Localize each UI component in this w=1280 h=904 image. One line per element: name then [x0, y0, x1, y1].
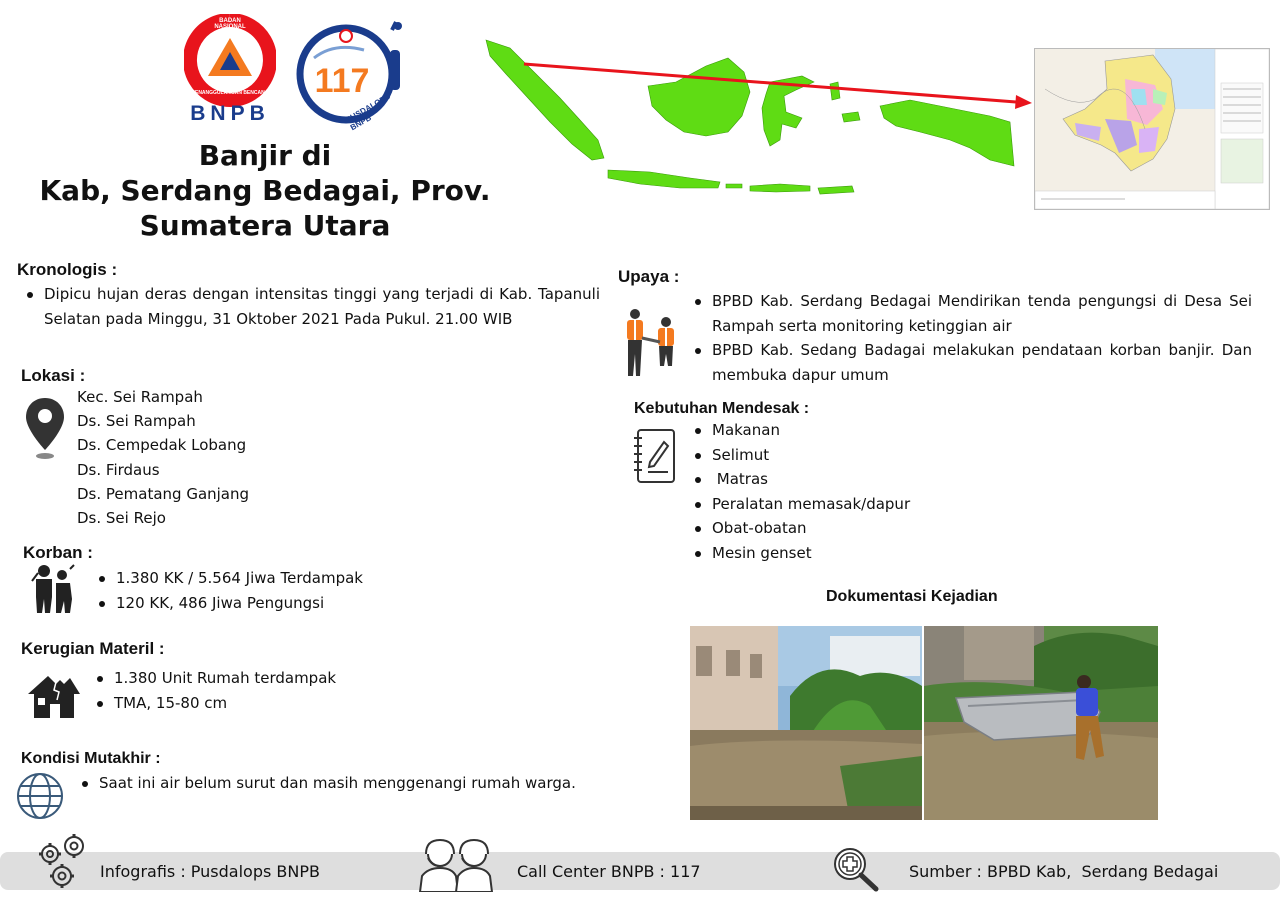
rescue-workers-icon [620, 308, 680, 380]
dokumentasi-heading: Dokumentasi Kejadian [826, 588, 998, 605]
kebutuhan-list [690, 418, 910, 565]
list-item: Selimut [690, 443, 910, 468]
list-item: Ds. Sei Rampah [77, 412, 196, 431]
kondisi-heading: Kondisi Mutakhir : [21, 750, 161, 767]
list-item: Obat-obatan [690, 516, 910, 541]
korban-list [94, 566, 363, 615]
list-item: 1.380 KK / 5.564 Jiwa Terdampak [94, 566, 363, 591]
kerugian-heading: Kerugian Materil : [21, 639, 165, 658]
kebutuhan-heading: Kebutuhan Mendesak : [634, 400, 810, 417]
magnifier-plus-icon [832, 846, 882, 892]
list-item: Ds. Firdaus [77, 460, 160, 479]
flood-photo-boat [924, 626, 1158, 820]
list-item: Dipicu hujan deras dengan intensitas tinggi yang terjadi di Kab. Tapanuli Selatan pada Minggu, 31 Oktober 2021 Pada Pukul. 21.00 WIB [22, 282, 600, 331]
list-item: 120 KK, 486 Jiwa Pengungsi [94, 591, 363, 616]
list-item: Ds. Cempedak Lobang [77, 436, 247, 455]
footer-sumber: Sumber : BPBD Kab, Serdang Bedagai [909, 862, 1219, 881]
pusdalops-logo [294, 20, 412, 133]
list-item: Makanan [690, 418, 910, 443]
korban-heading: Korban : [23, 543, 93, 562]
lokasi-heading: Lokasi : [21, 366, 86, 385]
footer-call-center: Call Center BNPB : 117 [517, 862, 701, 881]
regional-map [1034, 48, 1270, 210]
list-item: Saat ini air belum surut dan masih menggenangi rumah warga. [77, 771, 576, 796]
list-item: Mesin genset [690, 541, 910, 566]
damaged-house-icon [26, 672, 82, 720]
indonesia-map [480, 36, 1040, 206]
list-item: Peralatan memasak/dapur [690, 492, 910, 517]
call-center-operators-icon [418, 836, 496, 892]
list-item: Kec. Sei Rampah [77, 388, 203, 406]
pusdalops-text: PUSDALOPS BNPB [344, 91, 392, 133]
title-line-3: Sumatera Utara [139, 209, 391, 242]
kronologis-heading: Kronologis : [17, 260, 118, 279]
title-line-1: Banjir di [198, 139, 332, 172]
location-pin-icon [24, 396, 66, 462]
list-item: 1.380 Unit Rumah terdampak [92, 666, 336, 691]
flood-photo-street [690, 626, 922, 820]
upaya-list [690, 289, 1252, 387]
page-title [20, 138, 510, 243]
kronologis-list [22, 282, 600, 331]
list-item: Ds. Sei Rejo [77, 509, 166, 528]
lokasi-list [77, 385, 249, 530]
kerugian-list [92, 666, 336, 715]
bnpb-ring-bottom: PENANGGULANGAN BENCANA [191, 90, 269, 96]
list-item: BPBD Kab. Serdang Bedagai Mendirikan tenda pengungsi di Desa Sei Rampah serta monitoring ketinggian air [690, 289, 1252, 338]
bnpb-logo-text: BNPB [190, 102, 270, 125]
list-item: TMA, 15-80 cm [92, 691, 336, 716]
list-item: Ds. Pematang Ganjang [77, 484, 250, 503]
bnpb-ring-top: BADAN NASIONAL [214, 18, 246, 30]
footer-infografis: Infografis : Pusdalops BNPB [100, 862, 320, 881]
globe-icon [16, 772, 64, 820]
title-line-2: Kab, Serdang Bedagai, Prov. [39, 174, 491, 207]
upaya-heading: Upaya : [618, 267, 680, 286]
list-item: Matras [690, 467, 910, 492]
victims-icon [30, 563, 76, 615]
notebook-icon [632, 428, 678, 486]
list-item: BPBD Kab. Sedang Badagai melakukan pendataan korban banjir. Dan membuka dapur umum [690, 338, 1252, 387]
pusdalops-number: 117 [314, 62, 370, 100]
kondisi-list [77, 771, 576, 796]
bnpb-logo [184, 14, 276, 126]
gears-icon [36, 832, 92, 890]
